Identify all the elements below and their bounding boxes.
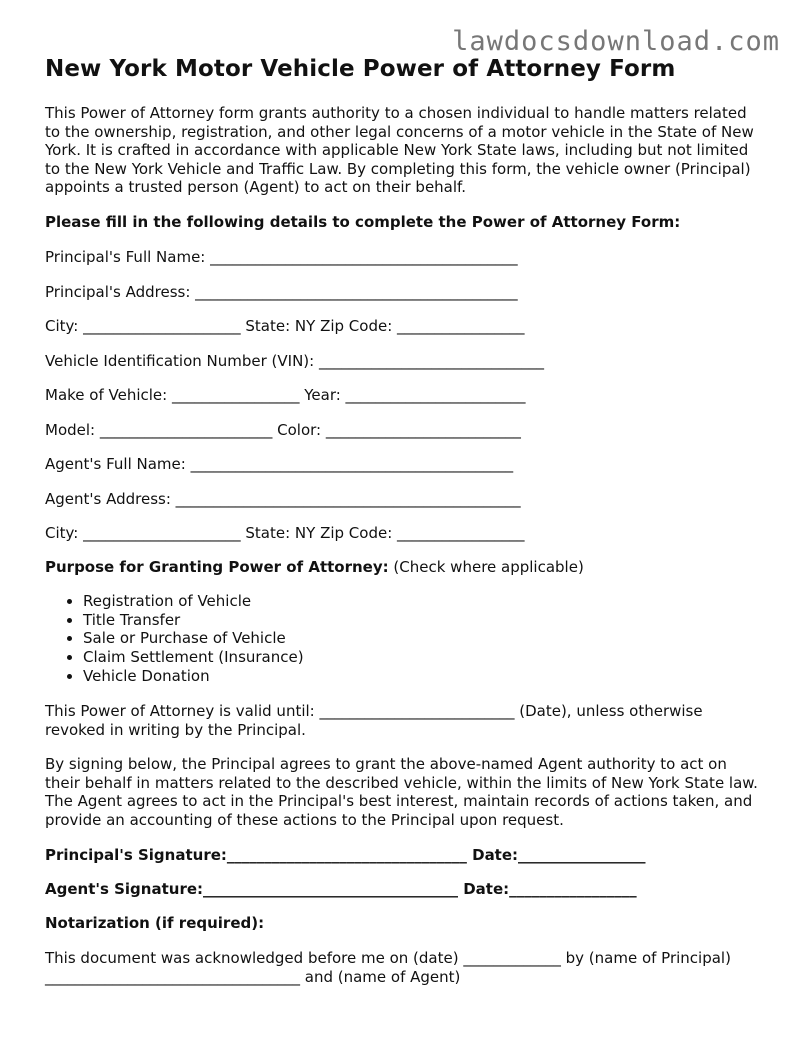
model-color-field: Model: _______________________ Color: __________________________ bbox=[45, 421, 521, 439]
instructions-heading: Please fill in the following details to complete the Power of Attorney Form: bbox=[45, 213, 681, 231]
page-title: New York Motor Vehicle Power of Attorney Form bbox=[45, 56, 676, 82]
principal-address-field: Principal's Address: ___________________________________________ bbox=[45, 283, 518, 301]
purpose-item-sale-purchase: • Sale or Purchase of Vehicle bbox=[83, 629, 304, 648]
agent-city-state-zip-field: City: _____________________ State: NY Zip Code: _________________ bbox=[45, 524, 525, 542]
validity-paragraph: This Power of Attorney is valid until: __________________________ (Date), unless otherwise revoked in writing by the Principal. bbox=[45, 702, 703, 739]
agent-signature-line: Agent's Signature:__________________________________ Date:_________________ bbox=[45, 880, 637, 898]
notarization-heading: Notarization (if required): bbox=[45, 914, 265, 932]
watermark: lawdocsdownload.com bbox=[452, 26, 780, 57]
notarization-paragraph: This document was acknowledged before me on (date) _____________ by (name of Principal) __________________________________ and (name of Agent) bbox=[45, 949, 731, 986]
agreement-paragraph: By signing below, the Principal agrees to grant the above-named Agent authority to act on their behalf in matters related to the described vehicle, within the limits of New York State law. The Agent agrees to act in the Principal's best interest, maintain records of actions taken, and provide an accounting of these actions to the Principal upon request. bbox=[45, 755, 758, 829]
principal-signature-line: Principal's Signature:________________________________ Date:_________________ bbox=[45, 846, 646, 864]
vin-field: Vehicle Identification Number (VIN): ______________________________ bbox=[45, 352, 544, 370]
purpose-note: (Check where applicable) bbox=[393, 558, 584, 576]
intro-paragraph: This Power of Attorney form grants authority to a chosen individual to handle matters related to the ownership, registration, and other legal concerns of a motor vehicle in the State of New York. It is crafted in accordance with applicable New York State laws, including but not limited to the New York Vehicle and Traffic Law. By completing this form, the vehicle owner (Principal) appoints a trusted person (Agent) to act on their behalf. bbox=[45, 104, 754, 197]
purpose-heading: Purpose for Granting Power of Attorney: bbox=[45, 558, 389, 576]
purpose-item-registration: • Registration of Vehicle bbox=[83, 592, 304, 611]
principal-name-field: Principal's Full Name: _________________________________________ bbox=[45, 248, 518, 266]
purpose-list bbox=[45, 592, 304, 686]
purpose-item-donation: • Vehicle Donation bbox=[83, 667, 304, 686]
agent-name-field: Agent's Full Name: ___________________________________________ bbox=[45, 455, 514, 473]
agent-address-field: Agent's Address: ______________________________________________ bbox=[45, 490, 521, 508]
purpose-item-claim-settlement: • Claim Settlement (Insurance) bbox=[83, 648, 304, 667]
purpose-item-title-transfer: • Title Transfer bbox=[83, 611, 304, 630]
make-year-field: Make of Vehicle: _________________ Year: ________________________ bbox=[45, 386, 526, 404]
principal-city-state-zip-field: City: _____________________ State: NY Zip Code: _________________ bbox=[45, 317, 525, 335]
purpose-heading-line bbox=[45, 558, 584, 576]
